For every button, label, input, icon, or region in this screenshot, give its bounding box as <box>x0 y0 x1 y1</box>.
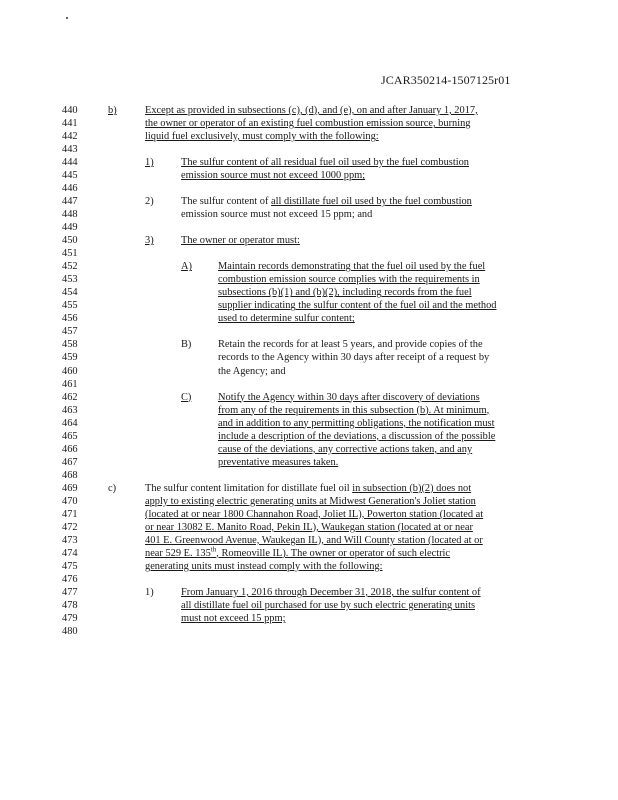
line-468 <box>0 469 618 482</box>
line-number: 463 <box>62 404 78 416</box>
inserted-text: apply to existing electric generating units at Midwest Generation's Joliet station <box>145 495 476 507</box>
line-460 <box>0 365 618 378</box>
text-segment: records to the Agency within 30 days after receipt of a request by <box>218 352 490 364</box>
line-447 <box>0 195 618 208</box>
line-number: 442 <box>62 131 78 143</box>
inserted-text: the owner or operator of an existing fuel combustion emission source, burning <box>145 118 471 130</box>
line-number: 477 <box>62 586 78 598</box>
line-text <box>218 365 286 378</box>
line-466 <box>0 443 618 456</box>
line-text <box>181 586 481 599</box>
line-441 <box>0 117 618 130</box>
line-461 <box>0 378 618 391</box>
line-459 <box>0 351 618 364</box>
line-text <box>218 260 485 273</box>
line-number: 470 <box>62 495 78 507</box>
line-465 <box>0 430 618 443</box>
line-number: 480 <box>62 626 78 637</box>
line-number: 445 <box>62 170 78 182</box>
line-464 <box>0 417 618 430</box>
subsection-label: c) <box>108 482 117 494</box>
line-number: 453 <box>62 274 78 286</box>
line-number: 474 <box>62 547 78 559</box>
text-segment: the Agency; and <box>218 365 286 377</box>
line-477 <box>0 586 618 599</box>
line-462 <box>0 391 618 404</box>
line-text <box>218 338 483 351</box>
inserted-text: combustion emission source complies with the requirements in <box>218 274 480 286</box>
line-number: 440 <box>62 105 78 116</box>
line-number: 446 <box>62 183 78 195</box>
subsection-label: 1) <box>145 586 154 598</box>
line-475 <box>0 560 618 573</box>
inserted-text: used to determine sulfur content; <box>218 313 355 325</box>
line-number: 455 <box>62 300 78 312</box>
line-text <box>145 547 450 560</box>
line-text <box>218 286 472 299</box>
line-480 <box>0 625 618 638</box>
line-text <box>181 195 472 208</box>
line-text <box>181 169 365 182</box>
line-455 <box>0 299 618 312</box>
line-443 <box>0 143 618 156</box>
line-text <box>218 299 496 312</box>
line-number: 461 <box>62 378 78 390</box>
line-text <box>218 404 489 417</box>
line-number: 460 <box>62 365 78 377</box>
inserted-text: must not exceed 15 ppm; <box>181 612 286 624</box>
text-segment: emission source must not exceed 15 ppm; and <box>181 209 373 221</box>
line-number: 473 <box>62 534 78 546</box>
line-text <box>181 156 469 169</box>
line-444 <box>0 156 618 169</box>
line-text <box>181 234 300 247</box>
inserted-text: 401 E. Greenwood Avenue, Waukegan IL), and Will County station (located at or <box>145 534 483 546</box>
line-452 <box>0 260 618 273</box>
document-id: JCAR350214-1507125r01 <box>381 73 511 87</box>
inserted-text: From January 1, 2016 through December 31, 2018, the sulfur content of <box>181 586 481 598</box>
line-448 <box>0 208 618 221</box>
line-number: 479 <box>62 612 78 624</box>
inserted-text: and in addition to any permitting obligations, the notification must <box>218 417 495 429</box>
line-text <box>145 117 471 130</box>
subsection-label: B) <box>181 339 192 351</box>
line-number: 452 <box>62 261 78 273</box>
line-text <box>145 534 483 547</box>
line-text <box>145 104 478 117</box>
line-number: 472 <box>62 521 78 533</box>
line-number: 449 <box>62 222 78 234</box>
line-text <box>181 599 475 612</box>
subsection-label: 2) <box>145 196 154 208</box>
inserted-text: preventative measures taken. <box>218 456 339 468</box>
inserted-text: The owner or operator must: <box>181 235 300 247</box>
line-471 <box>0 508 618 521</box>
line-number: 443 <box>62 144 78 156</box>
line-number: 465 <box>62 430 78 442</box>
line-number: 476 <box>62 573 78 585</box>
inserted-text: all distillate fuel oil used by the fuel combustion <box>271 196 472 208</box>
line-476 <box>0 573 618 586</box>
subsection-label: C) <box>181 391 192 403</box>
line-number: 454 <box>62 287 78 299</box>
inserted-text: liquid fuel exclusively, must comply with the following: <box>145 131 379 143</box>
line-number: 471 <box>62 508 78 520</box>
line-470 <box>0 495 618 508</box>
line-text <box>218 351 489 364</box>
line-text <box>181 612 285 625</box>
inserted-text: all distillate fuel oil purchased for use by such electric generating units <box>181 599 476 611</box>
line-472 <box>0 521 618 534</box>
subsection-label: 1) <box>145 157 154 169</box>
line-number: 450 <box>62 235 78 247</box>
line-440 <box>0 104 618 117</box>
inserted-text: supplier indicating the sulfur content of the fuel oil and the method <box>218 300 497 312</box>
inserted-text: subsections (b)(1) and (b)(2), including records from the fuel <box>218 287 472 299</box>
line-442 <box>0 130 618 143</box>
line-463 <box>0 404 618 417</box>
line-text <box>145 495 476 508</box>
line-469 <box>0 482 618 495</box>
line-number: 456 <box>62 313 78 325</box>
line-text <box>145 482 471 495</box>
line-467 <box>0 456 618 469</box>
line-text <box>218 443 472 456</box>
inserted-text: Except as provided in subsections (c), (d), and (e), on and after January 1, 2017, <box>145 105 478 116</box>
text-segment: Retain the records for at least 5 years, and provide copies of the <box>218 339 483 351</box>
line-number: 467 <box>62 456 78 468</box>
line-446 <box>0 182 618 195</box>
line-453 <box>0 273 618 286</box>
line-number: 478 <box>62 599 78 611</box>
inserted-text: Maintain records demonstrating that the fuel oil used by the fuel <box>218 261 486 273</box>
line-number: 441 <box>62 118 78 130</box>
line-473 <box>0 534 618 547</box>
subsection-label: 3) <box>145 235 154 247</box>
line-text <box>145 521 473 534</box>
line-text <box>218 312 355 325</box>
line-text <box>218 430 495 443</box>
stray-mark <box>66 17 68 19</box>
line-450 <box>0 234 618 247</box>
inserted-text: cause of the deviations, any corrective actions taken, and any <box>218 443 473 455</box>
line-text <box>218 273 480 286</box>
inserted-text: emission source must not exceed 1000 ppm; <box>181 170 366 182</box>
inserted-text: generating units must instead comply with the following: <box>145 560 383 572</box>
line-number: 469 <box>62 482 78 494</box>
line-451 <box>0 247 618 260</box>
inserted-text: near 529 E. 135th, Romeoville IL). The owner or operator of such electric <box>145 545 451 559</box>
line-number: 475 <box>62 560 78 572</box>
inserted-text: or near 13082 E. Manito Road, Pekin IL), Waukegan station (located at or near <box>145 521 473 533</box>
line-number: 451 <box>62 248 78 260</box>
inserted-text: in subsection (b)(2) does not <box>352 482 472 494</box>
line-number: 457 <box>62 326 78 338</box>
line-number: 444 <box>62 157 78 169</box>
line-text <box>218 417 494 430</box>
line-text <box>145 560 383 573</box>
line-456 <box>0 312 618 325</box>
subsection-label: A) <box>181 261 192 273</box>
line-number: 448 <box>62 209 78 221</box>
line-479 <box>0 612 618 625</box>
inserted-text: include a description of the deviations, a discussion of the possible <box>218 430 496 442</box>
line-number: 464 <box>62 417 78 429</box>
line-number: 468 <box>62 469 78 481</box>
subsection-label: b) <box>108 105 117 116</box>
inserted-text: The sulfur content of all residual fuel oil used by the fuel combustion <box>181 157 469 169</box>
line-text <box>145 508 483 521</box>
line-449 <box>0 221 618 234</box>
line-text <box>218 456 338 469</box>
line-number: 459 <box>62 352 78 364</box>
line-457 <box>0 325 618 338</box>
line-478 <box>0 599 618 612</box>
line-474 <box>0 547 618 560</box>
line-number: 447 <box>62 196 78 208</box>
text-segment: The sulfur content limitation for distillate fuel oil <box>145 482 353 494</box>
line-number: 458 <box>62 339 78 351</box>
line-458 <box>0 338 618 351</box>
line-454 <box>0 286 618 299</box>
inserted-text: Notify the Agency within 30 days after discovery of deviations <box>218 391 480 403</box>
line-text <box>145 130 379 143</box>
line-number: 466 <box>62 443 78 455</box>
line-text <box>181 208 372 221</box>
line-text <box>218 391 480 404</box>
text-segment: The sulfur content of <box>181 196 272 208</box>
line-number: 462 <box>62 391 78 403</box>
inserted-text: from any of the requirements in this subsection (b). At minimum, <box>218 404 490 416</box>
inserted-text: (located at or near 1800 Channahon Road, Joliet IL), Powerton station (located at <box>145 508 484 520</box>
line-445 <box>0 169 618 182</box>
